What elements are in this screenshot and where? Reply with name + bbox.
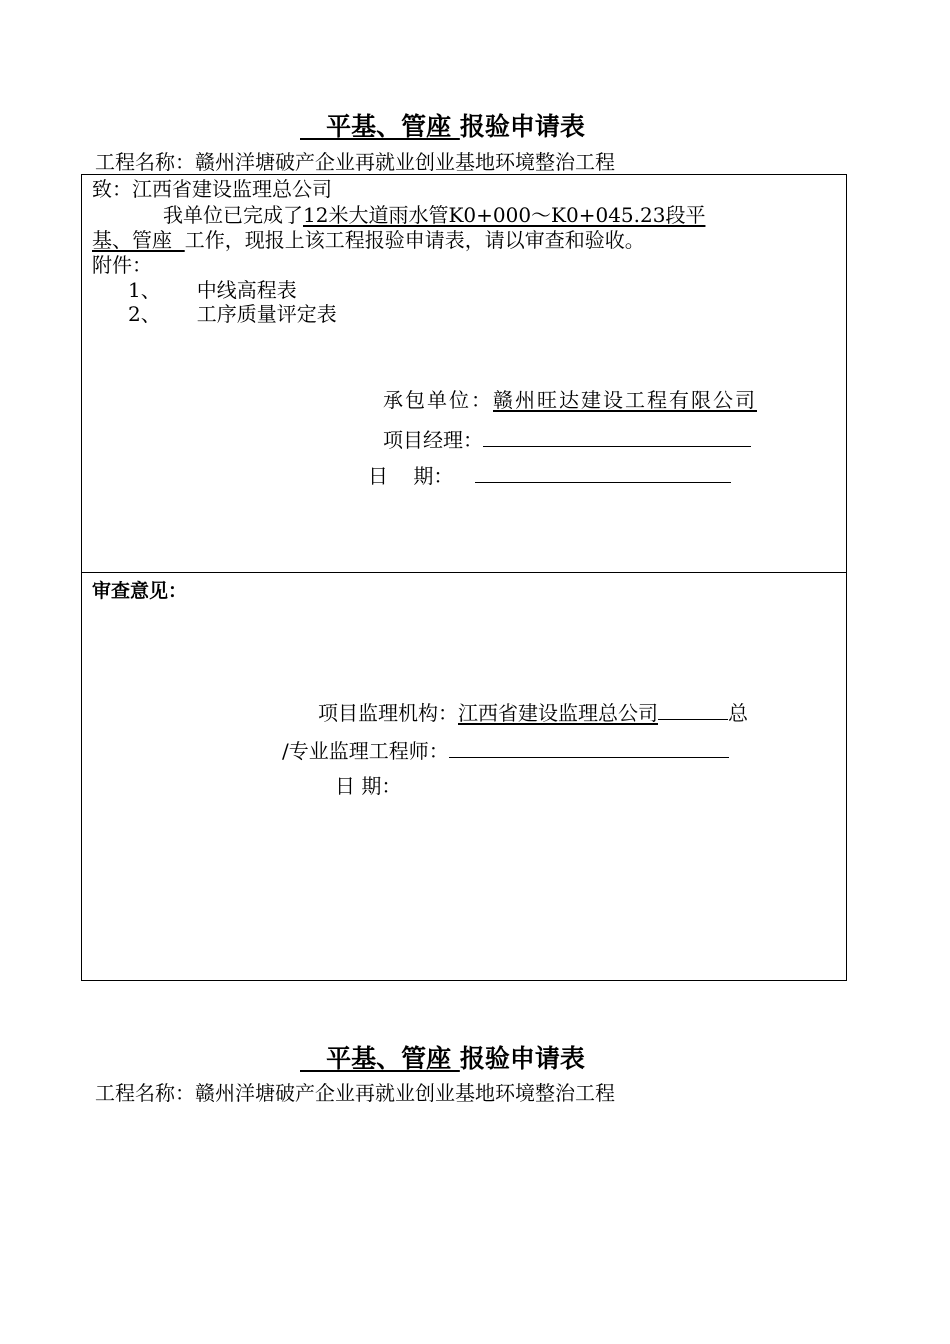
attachment-no: 1、 <box>128 278 161 302</box>
review-date-label: 日 期： <box>335 774 402 798</box>
project-name: 工程名称：赣州洋塘破产企业再就业创业基地环境整治工程 <box>95 150 615 174</box>
manager-signature-line <box>483 426 751 447</box>
form-title <box>300 107 585 143</box>
date-row <box>368 462 731 488</box>
work-description-2: 基、管座 <box>92 228 185 252</box>
attachment-name: 中线高程表 <box>196 278 297 302</box>
work-description-1: 12米大道雨水管K0+000～K0+045.23段平 <box>303 203 706 227</box>
contractor-row <box>383 388 757 412</box>
attachment-no: 2、 <box>128 302 161 326</box>
attachment-item <box>128 302 337 326</box>
engineer-label: /专业监理工程师： <box>282 739 449 763</box>
body-line-2 <box>92 228 645 252</box>
date-label: 日 期： <box>368 464 454 488</box>
form-title <box>300 1039 585 1075</box>
section-divider <box>81 572 847 573</box>
contractor-label: 承包单位： <box>383 388 493 412</box>
form-title-rest: 报验申请表 <box>459 112 585 141</box>
supervisor-value: 江西省建设监理总公司 <box>458 701 658 725</box>
form-title-subject: 平基、管座 <box>300 112 460 141</box>
manager-row <box>383 426 751 452</box>
form-title-rest: 报验申请表 <box>459 1044 585 1073</box>
body-prefix: 我单位已完成了 <box>163 203 303 227</box>
supervisor-row <box>318 699 748 725</box>
review-label: 审查意见： <box>92 580 188 602</box>
date-line <box>475 462 731 483</box>
manager-label: 项目经理： <box>383 428 483 452</box>
body-line-1 <box>163 203 705 227</box>
project-name: 工程名称：赣州洋塘破产企业再就业创业基地环境整治工程 <box>95 1081 615 1105</box>
attachment-name: 工序质量评定表 <box>196 302 337 326</box>
form-title-subject: 平基、管座 <box>300 1044 460 1073</box>
supervisor-label: 项目监理机构： <box>318 701 458 725</box>
engineer-signature-line <box>449 737 729 758</box>
addressee: 致：江西省建设监理总公司 <box>92 177 332 201</box>
chief-label: 总 <box>728 701 748 725</box>
body-suffix: 工作，现报上该工程报验申请表，请以审查和验收。 <box>184 228 645 252</box>
supervisor-blank-line <box>658 699 728 720</box>
contractor-value: 赣州旺达建设工程有限公司 <box>493 388 757 412</box>
attachment-item <box>128 278 297 302</box>
attachments-label: 附件： <box>92 253 152 277</box>
engineer-row <box>282 737 729 763</box>
